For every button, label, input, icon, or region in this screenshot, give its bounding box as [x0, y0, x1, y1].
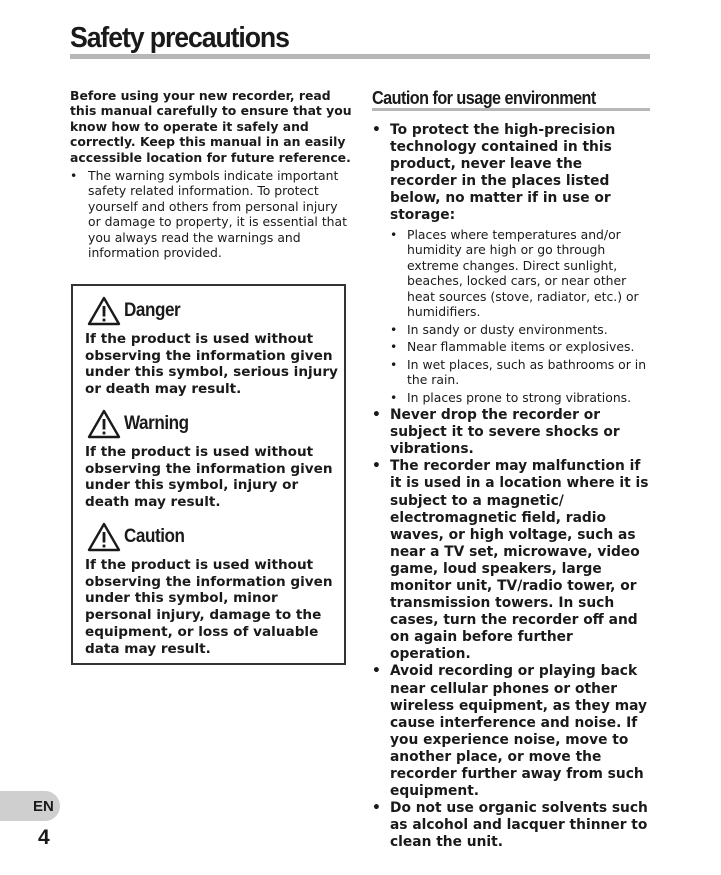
title-rule: [70, 54, 650, 59]
list-item: [372, 663, 652, 800]
list-item: [372, 458, 652, 663]
bullet: •: [390, 339, 398, 355]
section-heading: Caution for usage environment: [372, 88, 596, 108]
list-item: [390, 322, 652, 338]
list-item-text: The recorder may malfunction if it is used in a location where it is subject to a magnetic/ electromagnetic field, radio waves, or high voltage, such as near a TV set, microwave, video game, loud speakers, large monitor unit, TV/radio tower, or transmission towers. In such cases, turn the recorder off and on again before further operation.: [390, 458, 649, 663]
bullet: •: [372, 122, 381, 138]
page-number: 4: [38, 826, 50, 849]
symbol-text: If the product is used without observing the information given under this symbol, minor personal injury, damage to the equipment, or loss of valuable data may result.: [85, 557, 333, 657]
list-item-text: Do not use organic solvents such as alcohol and lacquer thinner to clean the unit.: [390, 800, 648, 851]
list-item: [372, 407, 652, 458]
environment-list: [372, 122, 652, 852]
bullet: •: [372, 663, 381, 680]
intro-note-text: The warning symbols indicate important safety related information. To protect yourself and others from personal injury or damage to property, it is essential that you always read the warnings and information provided.: [88, 168, 347, 261]
page-title: Safety precautions: [70, 22, 289, 54]
list-item-text: In places prone to strong vibrations.: [407, 389, 632, 405]
bullet: •: [372, 407, 381, 424]
warning-triangle-icon: [87, 296, 121, 326]
list-item-text: Never drop the recorder or subject it to severe shocks or vibrations.: [390, 407, 620, 458]
list-item: [390, 390, 652, 406]
places-list: [390, 227, 652, 406]
symbol-warning: [87, 409, 196, 439]
bullet: •: [70, 168, 78, 183]
symbol-danger: [87, 296, 186, 326]
intro-text: Before using your new recorder, read this manual carefully to ensure that you know how to operate it safely and correctly. Keep this manual in an easily accessible location for future reference.: [70, 88, 352, 165]
bullet: •: [390, 226, 398, 242]
symbol-label: Danger: [124, 300, 181, 321]
bullet: •: [390, 389, 398, 405]
symbol-text: If the product is used without observing the information given under this symbol, injury or death may result.: [85, 444, 333, 511]
list-item-text: Avoid recording or playing back near cellular phones or other wireless equipment, as they may cause interference and noise. If you experience noise, move to another place, or move the recorder further away from such equipment.: [390, 663, 647, 800]
bullet: •: [390, 321, 398, 337]
symbols-box: [71, 284, 346, 665]
bullet: •: [390, 356, 398, 372]
intro-note: [70, 168, 348, 260]
list-item-text: To protect the high-precision technology contained in this product, never leave the recorder in the places listed below, no matter if in use or storage:: [390, 122, 616, 224]
warning-triangle-icon: [87, 409, 121, 439]
symbol-label: Warning: [124, 413, 189, 434]
list-item-text: In sandy or dusty environments.: [407, 321, 608, 337]
list-item-text: Near flammable items or explosives.: [407, 339, 635, 355]
bullet: •: [372, 458, 381, 475]
symbol-text: If the product is used without observing the information given under this symbol, serious injury or death may result.: [85, 331, 338, 398]
list-item: [372, 122, 652, 225]
list-item: [390, 339, 652, 355]
list-item: [70, 168, 348, 260]
warning-triangle-icon: [87, 522, 121, 552]
list-item: [390, 227, 652, 320]
symbol-caution: [87, 522, 191, 552]
list-item: [390, 357, 652, 388]
language-tab: EN: [0, 791, 60, 821]
section-rule: [372, 108, 650, 111]
list-item-text: In wet places, such as bathrooms or in the rain.: [407, 356, 647, 388]
bullet: •: [372, 800, 381, 817]
symbol-label: Caution: [124, 526, 185, 547]
list-item: [372, 800, 652, 851]
list-item-text: Places where temperatures and/or humidity are high or go through extreme changes. Direct sunlight, beaches, locked cars, or near other heat sources (stove, radiator, etc.) or humidifiers.: [407, 226, 639, 320]
